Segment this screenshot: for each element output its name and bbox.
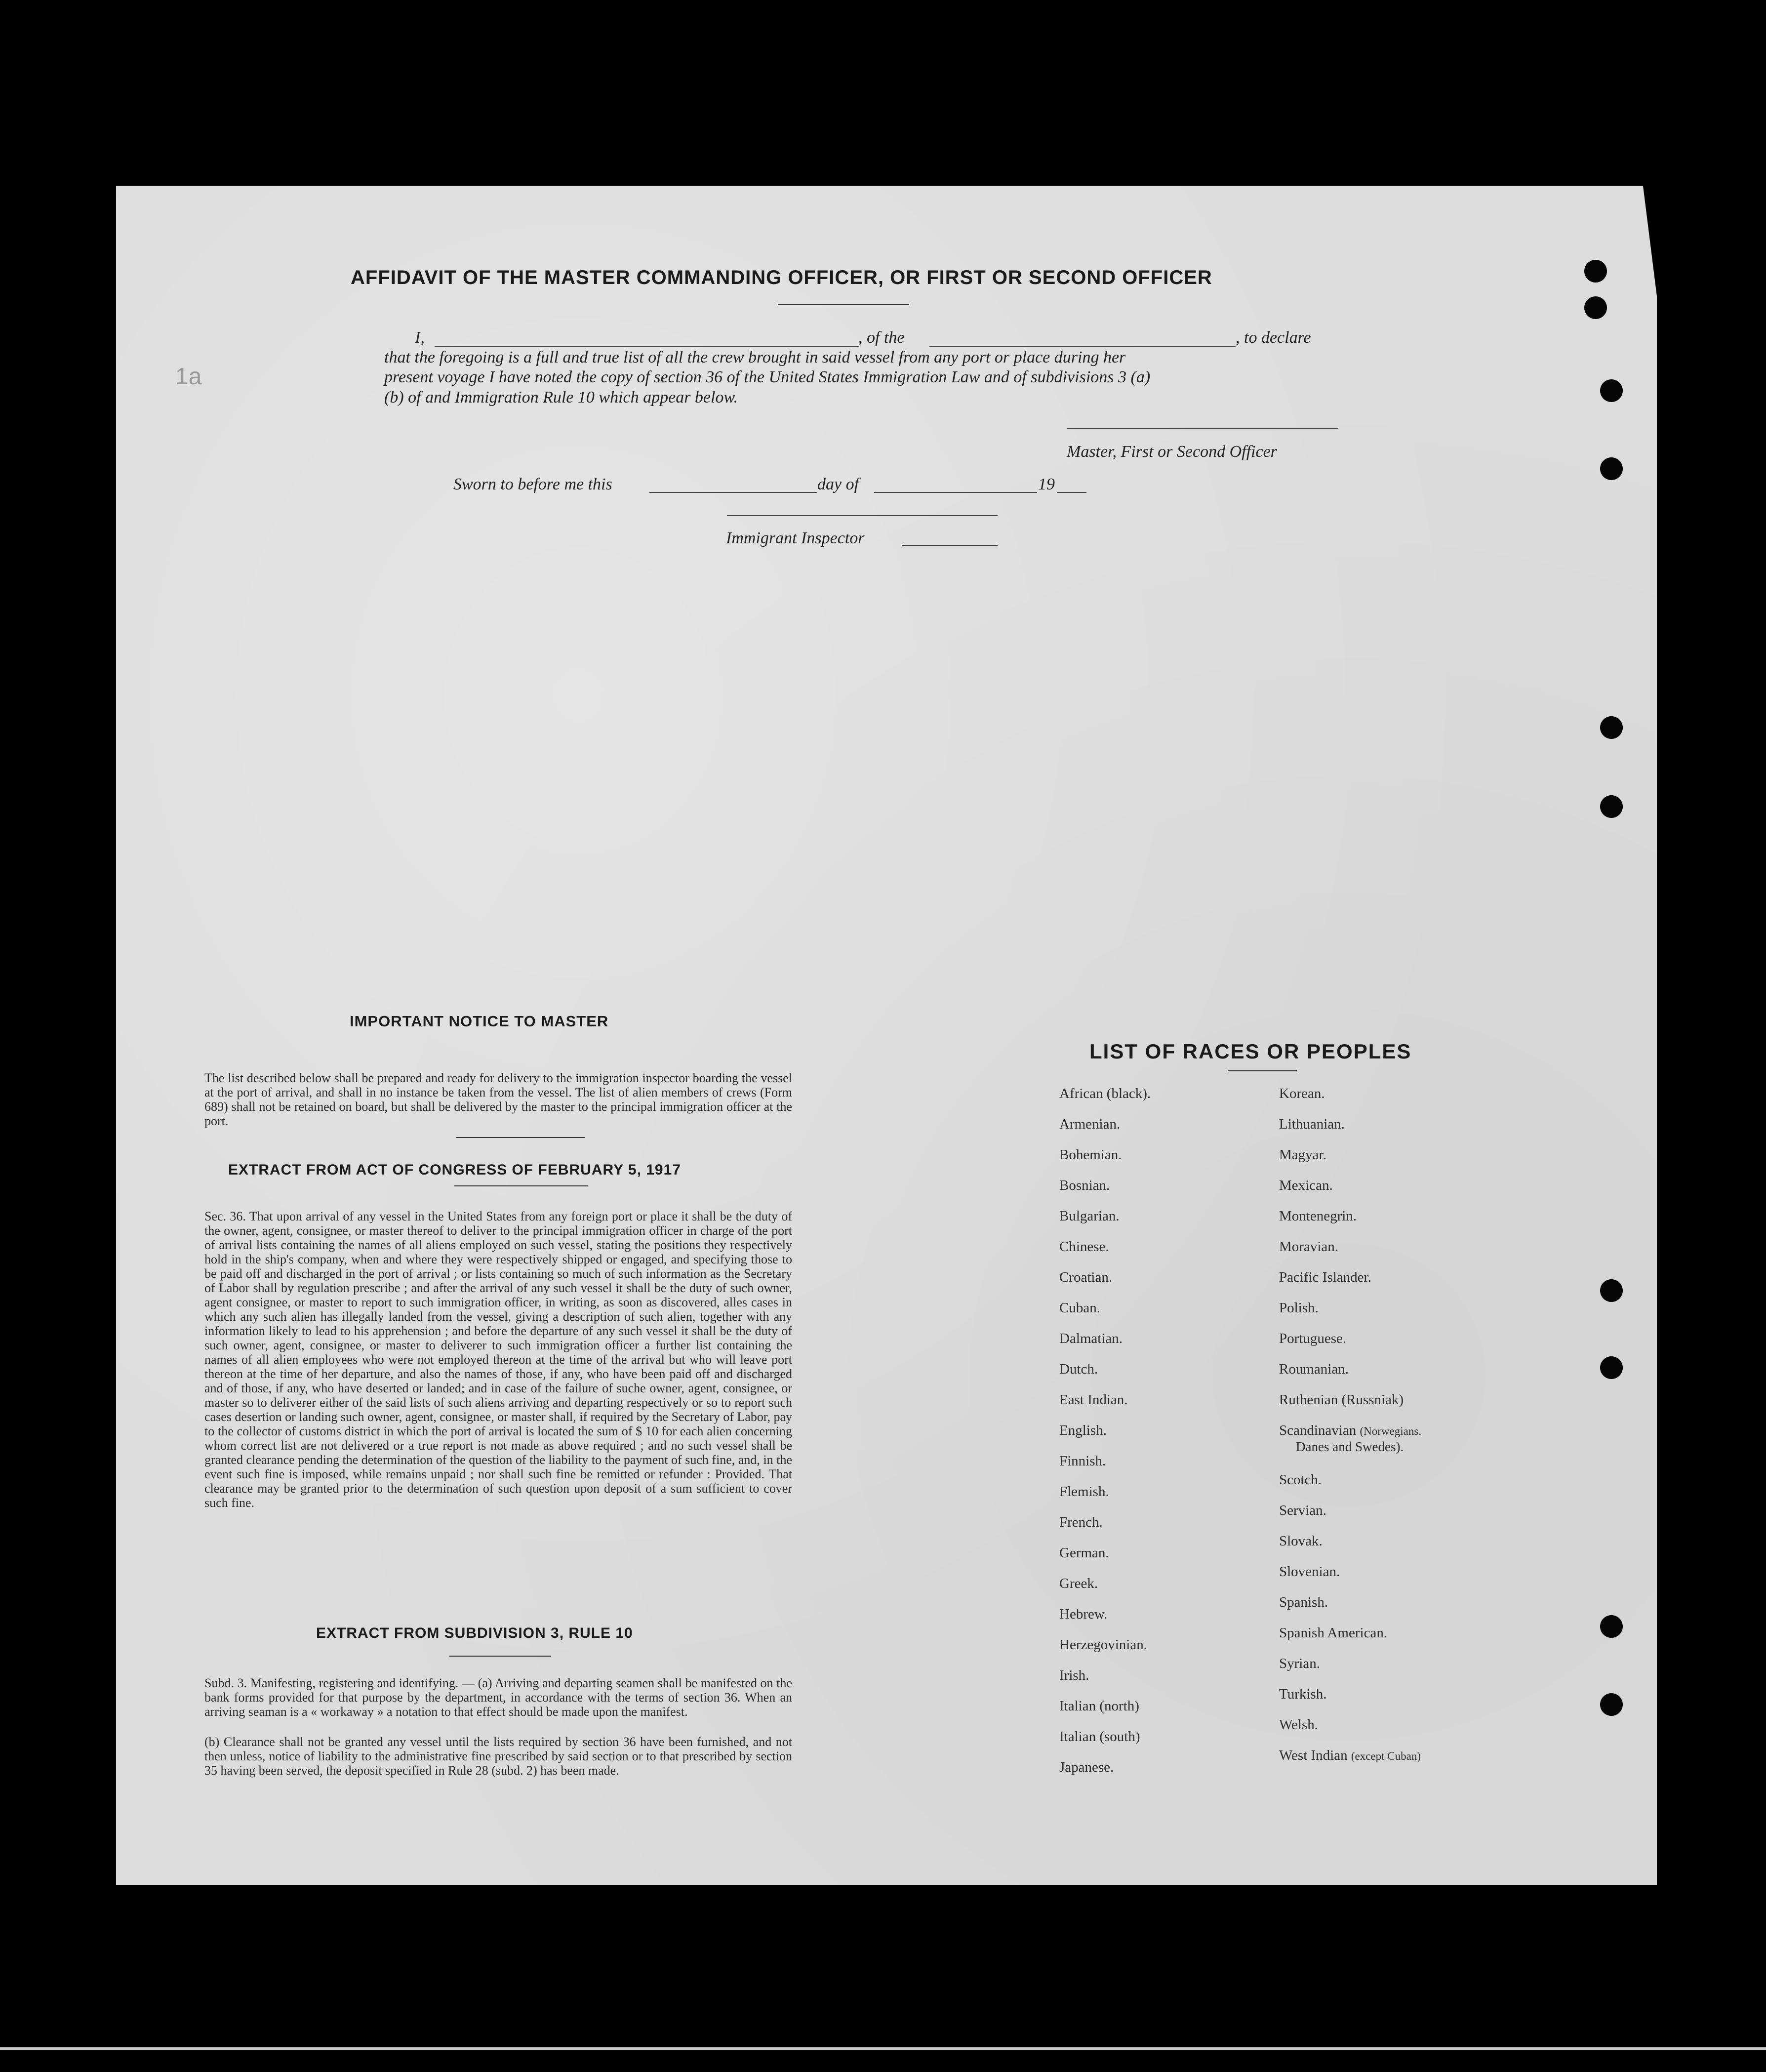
punch-hole bbox=[1600, 1693, 1623, 1716]
punch-hole bbox=[1600, 457, 1623, 480]
race-item: Moravian. bbox=[1279, 1239, 1338, 1255]
race-item: East Indian. bbox=[1059, 1392, 1128, 1408]
punch-hole bbox=[1600, 379, 1623, 402]
day-blank bbox=[649, 492, 817, 493]
affidavit-title: AFFIDAVIT OF THE MASTER COMMANDING OFFICER, OR FIRST OR SECOND OFFICER bbox=[351, 267, 1212, 288]
race-item: Chinese. bbox=[1059, 1239, 1109, 1255]
race-item: Bulgarian. bbox=[1059, 1208, 1120, 1224]
year-blank bbox=[1057, 492, 1086, 493]
affidavit-of-the: , of the bbox=[858, 328, 905, 347]
inspector-signature-blank bbox=[727, 515, 998, 516]
signature-blank bbox=[1067, 428, 1338, 429]
race-item: Lithuanian. bbox=[1279, 1116, 1345, 1132]
race-item: Bohemian. bbox=[1059, 1147, 1122, 1163]
race-item: Pacific Islander. bbox=[1279, 1269, 1371, 1285]
race-label: Scandinavian bbox=[1279, 1422, 1357, 1438]
film-edge-line bbox=[0, 2047, 1766, 2050]
rule-rule bbox=[449, 1656, 551, 1657]
signature-label: Master, First or Second Officer bbox=[1067, 443, 1277, 461]
race-item: Welsh. bbox=[1279, 1717, 1319, 1733]
race-item: African (black). bbox=[1059, 1086, 1151, 1101]
notice-text: The list described below shall be prepared and ready for delivery to the immigration inspector boarding the vessel at the port of arrival, and shall in no instance be taken from the vessel. The list of alien members of crews (Form 689) shall not be retained on board, but shall be delivered by the master to the principal immigration officer at the port. bbox=[204, 1071, 792, 1128]
punch-hole bbox=[1584, 260, 1607, 283]
sworn-label: Sworn to before me this bbox=[453, 475, 612, 493]
race-item: Mexican. bbox=[1279, 1178, 1333, 1193]
vessel-blank bbox=[929, 346, 1236, 347]
race-item: Servian. bbox=[1279, 1503, 1326, 1518]
act-rule bbox=[454, 1185, 588, 1186]
race-item: Armenian. bbox=[1059, 1116, 1121, 1132]
affidavit-line-3: present voyage I have noted the copy of section 36 of the United States Immigration Law and of subdivisions 3 (a) bbox=[384, 368, 1151, 386]
race-sub-label: Danes and Swedes). bbox=[1296, 1439, 1404, 1454]
race-item: Scotch. bbox=[1279, 1472, 1322, 1488]
race-item: Cuban. bbox=[1059, 1300, 1100, 1316]
act-heading: EXTRACT FROM ACT OF CONGRESS OF FEBRUARY 5, 1917 bbox=[228, 1162, 681, 1178]
rule-text-b: (b) Clearance shall not be granted any vessel until the lists required by section 36 have been furnished, and not then unless, notice of liability to the administrative fine prescribed by said section or to that prescribed by section 35 having been served, the deposit specified in Rule 28 (subd. 2) has been made. bbox=[204, 1735, 792, 1778]
race-item: Montenegrin. bbox=[1279, 1208, 1357, 1224]
race-label: West Indian bbox=[1279, 1747, 1348, 1763]
punch-hole bbox=[1600, 1356, 1623, 1379]
race-item-west-indian bbox=[1279, 1747, 1421, 1778]
races-left-column bbox=[1059, 1086, 1151, 1790]
race-sub-label: (except Cuban) bbox=[1351, 1750, 1421, 1762]
races-right-column bbox=[1279, 1086, 1421, 1778]
race-sub-label: (Norwegians, bbox=[1360, 1425, 1422, 1437]
race-item: Portuguese. bbox=[1279, 1331, 1347, 1346]
punch-hole bbox=[1600, 1615, 1623, 1638]
race-item: French. bbox=[1059, 1514, 1103, 1530]
race-item: Turkish. bbox=[1279, 1686, 1327, 1702]
race-item: Finnish. bbox=[1059, 1453, 1106, 1469]
affidavit-line-2: that the foregoing is a full and true list of all the crew brought in said vessel from any port or place during her bbox=[384, 348, 1126, 366]
month-blank bbox=[874, 492, 1037, 493]
race-item: Italian (north) bbox=[1059, 1698, 1139, 1714]
inspector-label: Immigrant Inspector bbox=[726, 529, 865, 547]
race-item: English. bbox=[1059, 1422, 1107, 1438]
rule-heading: EXTRACT FROM SUBDIVISION 3, RULE 10 bbox=[316, 1625, 633, 1641]
notice-rule bbox=[456, 1137, 585, 1138]
name-blank bbox=[435, 346, 859, 347]
race-item: Korean. bbox=[1279, 1086, 1325, 1101]
race-item: Hebrew. bbox=[1059, 1606, 1108, 1622]
day-of-label: day of bbox=[817, 475, 859, 493]
race-item: Roumanian. bbox=[1279, 1361, 1349, 1377]
race-item: Herzegovinian. bbox=[1059, 1637, 1147, 1653]
rule-text-a: Subd. 3. Manifesting, registering and identifying. — (a) Arriving and departing seamen shall be manifested on the bank forms provided for that purpose by the department, in accordance with the terms of section 36. When an arriving seaman is a « workaway » a notation to that effect should be made upon the manifest. bbox=[204, 1676, 792, 1719]
race-item: Irish. bbox=[1059, 1667, 1089, 1683]
races-heading: LIST OF RACES OR PEOPLES bbox=[1089, 1040, 1412, 1063]
punch-hole bbox=[1600, 716, 1623, 739]
year-prefix: 19 bbox=[1038, 475, 1055, 493]
race-item: Ruthenian (Russniak) bbox=[1279, 1392, 1404, 1408]
race-item: Spanish. bbox=[1279, 1594, 1328, 1610]
punch-hole bbox=[1600, 795, 1623, 818]
affidavit-to-declare: , to declare bbox=[1236, 328, 1311, 347]
race-item: Flemish. bbox=[1059, 1484, 1109, 1500]
race-item: Bosnian. bbox=[1059, 1178, 1110, 1193]
affidavit-i: I, bbox=[415, 328, 425, 347]
race-item: Magyar. bbox=[1279, 1147, 1326, 1163]
act-text: Sec. 36. That upon arrival of any vessel in the United States from any foreign port or place it shall be the duty of the owner, agent, consignee, or master thereof to deliver to the principal immigration officer in charge of the port of arrival lists containing the names of all aliens employed on such vessel, stating the positions they respectively hold in the ship's company, when and where they were respectively shipped or engaged, and specifying those to be paid off and discharged in the port of arrival ; or lists containing so much of such information as the Secretary of Labor shall by regulation prescribe ; and after the arrival of any such vessel it shall be the duty of such owner, agent consignee, or master to report to such immigration officer, in writing, as soon as discovered, alles cases in which any such alien has illegally landed from the vessel, giving a description of such alien, together with any information likely to lead to his apprehension ; and before the departure of any such vessel it shall be the duty of such owner, agent, consignee, or master to deliverer to such immigration officer a further list containing the names of all alien employees who were not employed thereon at the time of the arrival but who will leave port thereon at the time of her departure, and also the names of those, if any, who have been paid off and discharged and of those, if any, who have deserted or landed; and in case of the failure of suche owner, agent, consignee, or master so to deliverer either of the said lists of such aliens arriving and departing respectively or so to report such cases desertion or landing such owner, agent, consignee, or master shall, if required by the Secretary of Labor, pay to the collector of customs district in which the port of arrival is located the sum of $ 10 for each alien concerning whom correct list are not delivered or a true report is not made as above required ; and no such vessel shall be granted clearance pending the determination of the question of the liability to the payment of such fine, and, in the event such fine is imposed, while remains unpaid ; nor shall such fine be remitted or refunder : Provided. That clearance may be granted prior to the determination of such question upon deposit of a sum sufficient to cover such fine. bbox=[204, 1209, 792, 1510]
race-item: Polish. bbox=[1279, 1300, 1319, 1316]
punch-hole bbox=[1584, 296, 1607, 319]
race-item: Slovenian. bbox=[1279, 1564, 1340, 1580]
races-rule bbox=[1228, 1070, 1297, 1071]
race-item: Dutch. bbox=[1059, 1361, 1098, 1377]
race-item: Japanese. bbox=[1059, 1759, 1114, 1775]
margin-mark: 1a bbox=[175, 364, 202, 390]
race-item: Dalmatian. bbox=[1059, 1331, 1123, 1346]
notice-heading: IMPORTANT NOTICE TO MASTER bbox=[350, 1013, 609, 1030]
race-item: Syrian. bbox=[1279, 1656, 1320, 1671]
punch-hole bbox=[1600, 1279, 1623, 1302]
inspector-blank bbox=[902, 545, 998, 546]
race-item: Croatian. bbox=[1059, 1269, 1113, 1285]
race-item: German. bbox=[1059, 1545, 1109, 1561]
race-item-scandinavian bbox=[1279, 1422, 1421, 1472]
race-item: Slovak. bbox=[1279, 1533, 1323, 1549]
title-rule bbox=[778, 304, 909, 305]
affidavit-line-4: (b) of and Immigration Rule 10 which appear below. bbox=[384, 388, 738, 406]
race-item: Spanish American. bbox=[1279, 1625, 1388, 1641]
race-item: Greek. bbox=[1059, 1576, 1098, 1591]
race-item: Italian (south) bbox=[1059, 1729, 1140, 1745]
